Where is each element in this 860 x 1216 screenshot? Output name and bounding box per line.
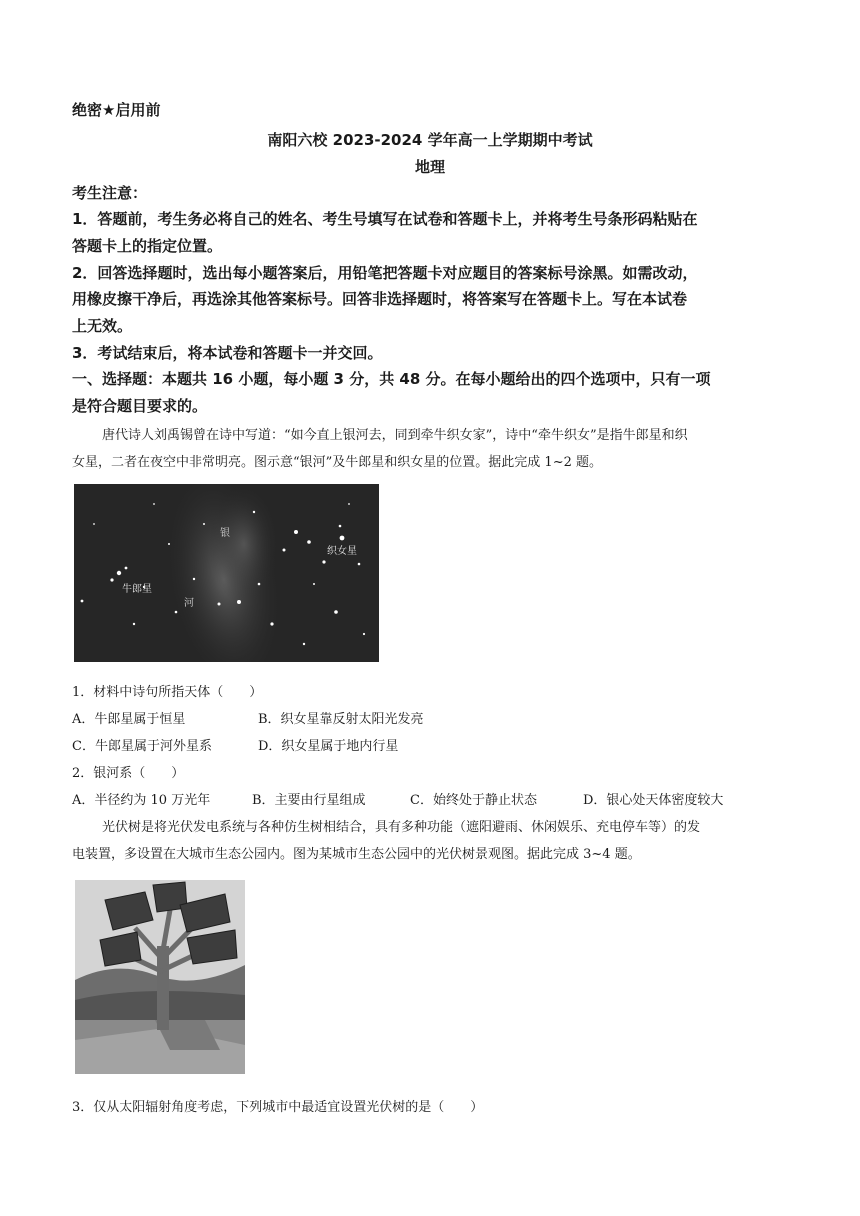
passage-2-line-1: 光伏树是将光伏发电系统与各种仿生树相结合，具有多种功能（遮阳避雨、休闲娱乐、充电停车等）的发	[102, 820, 701, 835]
question-2-option-d: D．银心处天体密度较大	[583, 793, 724, 808]
vega-label: 织女星	[327, 546, 357, 557]
notice-item-2-line-2: 用橡皮擦干净后，再选涂其他答案标号。回答非选择题时，将答案写在答题卡上。写在本试卷	[72, 290, 688, 308]
section-heading-line-1: 一、选择题：本题共 16 小题，每小题 3 分，共 48 分。在每小题给出的四个选项中，只有一项	[72, 370, 711, 388]
question-1-option-a: A．牛郎星属于恒星	[72, 712, 186, 727]
section-heading-line-2: 是符合题目要求的。	[72, 397, 208, 415]
photovoltaic-tree-figure	[75, 880, 245, 1074]
question-1-option-b: B．织女星靠反射太阳光发亮	[258, 712, 424, 727]
passage-1-line-2: 女星，二者在夜空中非常明亮。图示意“银河”及牛郎星和织女星的位置。据此完成 1~2 题。	[72, 455, 602, 470]
altair-label: 牛郎星	[122, 584, 152, 595]
exam-title: 南阳六校 2023-2024 学年高一上学期期中考试	[267, 131, 593, 149]
confidential-label: 绝密★启用前	[72, 101, 161, 119]
notice-heading: 考生注意：	[72, 184, 148, 202]
question-1-option-d: D．织女星属于地内行星	[258, 739, 399, 754]
question-3-stem: 3．仅从太阳辐射角度考虑，下列城市中最适宜设置光伏树的是（ ）	[72, 1100, 484, 1115]
notice-item-1-line-2: 答题卡上的指定位置。	[72, 237, 223, 255]
notice-item-2-line-3: 上无效。	[72, 317, 133, 335]
milky-way-figure	[74, 484, 379, 662]
passage-1-line-1: 唐代诗人刘禹锡曾在诗中写道：“如今直上银河去，同到牵牛织女家”，诗中“牵牛织女”是指牛郎星和织	[102, 428, 688, 443]
passage-2-line-2: 电装置，多设置在大城市生态公园内。图为某城市生态公园中的光伏树景观图。据此完成 3~4 题。	[72, 847, 641, 862]
exam-subject: 地理	[414, 158, 445, 176]
question-2-option-b: B．主要由行星组成	[252, 793, 366, 808]
question-1-stem: 1．材料中诗句所指天体（ ）	[72, 685, 263, 700]
question-2-option-c: C．始终处于静止状态	[410, 793, 537, 808]
milky-way-label-yin: 银	[220, 528, 230, 539]
milky-way-label-he: 河	[184, 598, 194, 609]
question-2-stem: 2．银河系（ ）	[72, 766, 185, 781]
notice-item-3: 3．考试结束后，将本试卷和答题卡一并交回。	[72, 344, 383, 362]
notice-item-1-line-1: 1．答题前，考生务必将自己的姓名、考生号填写在试卷和答题卡上，并将考生号条形码粘贴在	[72, 210, 698, 228]
question-2-option-a: A．半径约为 10 万光年	[72, 793, 211, 808]
question-1-option-c: C．牛郎星属于河外星系	[72, 739, 212, 754]
notice-item-2-line-1: 2．回答选择题时，选出每小题答案后，用铅笔把答题卡对应题目的答案标号涂黑。如需改动，	[72, 264, 698, 282]
